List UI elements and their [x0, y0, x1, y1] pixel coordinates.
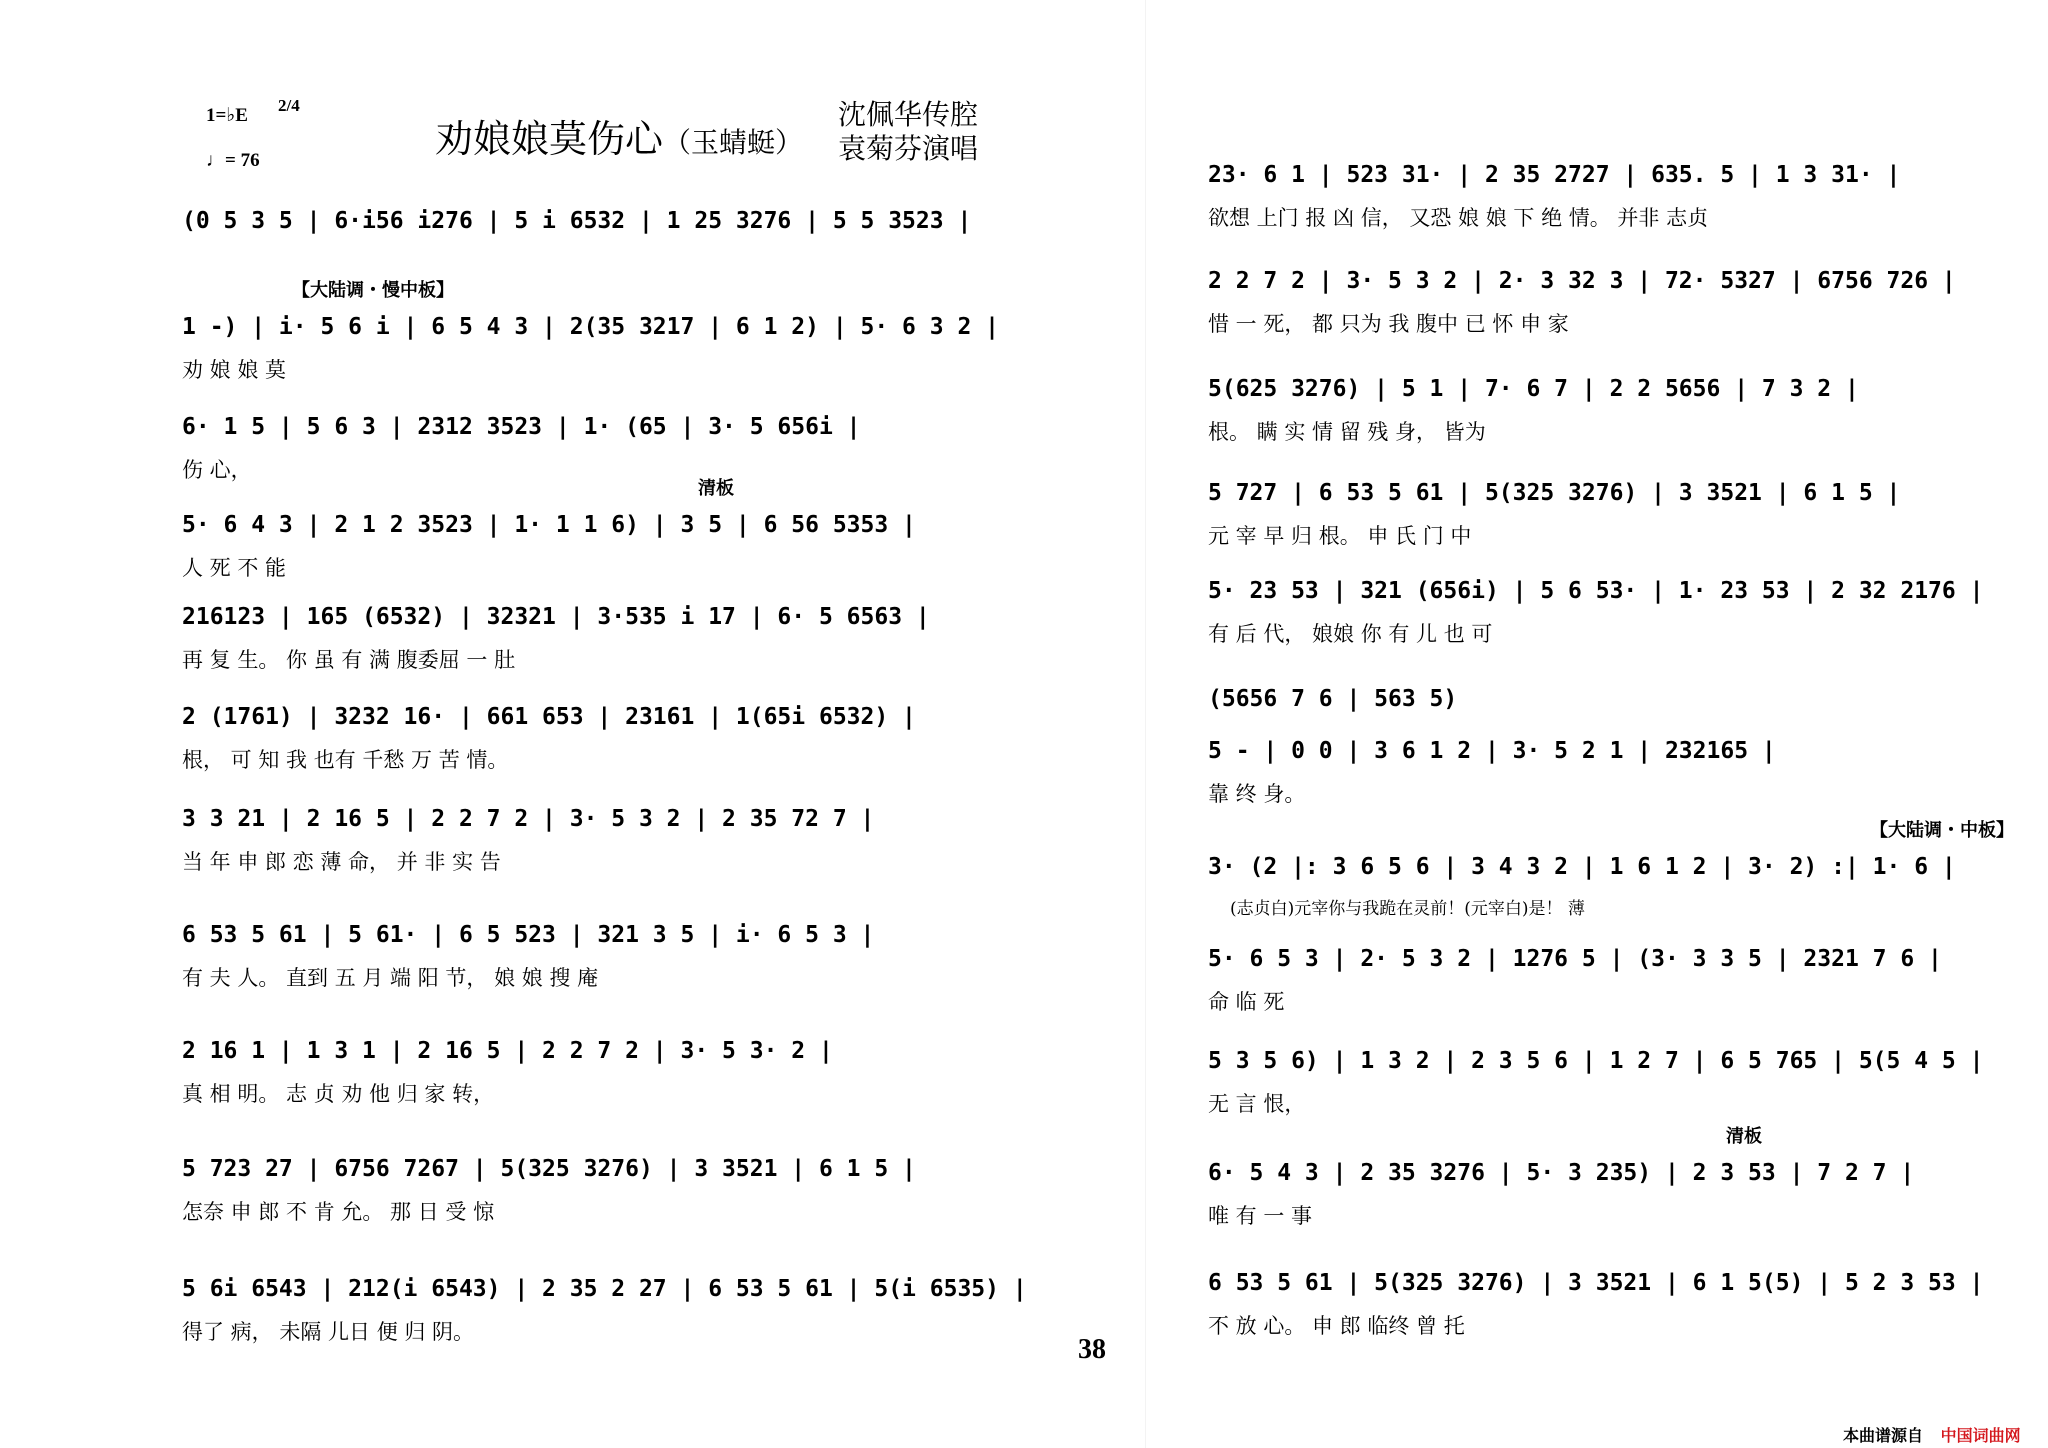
song-title	[435, 108, 803, 163]
lyrics-line: 无 言 恨，	[1208, 1092, 1306, 1116]
lyrics-line: 人 死 不 能	[182, 556, 287, 580]
notation-line: 1 -) | i· 5 6 i | 6 5 4 3 | 2(35 3217 | 6 1 2) | 5· 6 3 2 |	[182, 314, 999, 340]
footer-credit	[1843, 1423, 2021, 1446]
lyrics-line: 怎奈 申 郎 不 肯 允。 那 日 受 惊	[182, 1200, 495, 1224]
notation-line: 3 3 21 | 2 16 5 | 2 2 7 2 | 3· 5 3 2 | 2 35 72 7 |	[182, 806, 875, 832]
time-signature: 2/4	[278, 96, 300, 115]
footer-site: 中国词曲网	[1940, 1426, 2021, 1445]
lyrics-line: 再 复 生。 你 虽 有 满 腹委屈 一 肚	[182, 648, 516, 672]
lyrics-line: 当 年 申 郎 恋 薄 命， 并 非 实 告	[182, 850, 501, 874]
page-gutter	[1145, 0, 1146, 1448]
notation-line: 5 - | 0 0 | 3 6 1 2 | 3· 5 2 1 | 232165 |	[1208, 738, 1776, 764]
section-marker: 【大陆调・慢中板】	[292, 280, 454, 301]
lyrics-line: 劝 娘 娘 莫	[182, 358, 287, 382]
notation-line: 216123 | 165 (6532) | 32321 | 3·535 i 17 | 6· 5 6563 |	[182, 604, 930, 630]
notation-line: 5 3 5 6) | 1 3 2 | 2 3 5 6 | 1 2 7 | 6 5 765 | 5(5 4 5 |	[1208, 1048, 1984, 1074]
lyrics-line: 唯 有 一 事	[1208, 1204, 1313, 1228]
lyrics-line: 元 宰 早 归 根。 申 氏 门 中	[1208, 524, 1472, 548]
notation-line: 5 727 | 6 53 5 61 | 5(325 3276) | 3 3521 | 6 1 5 |	[1208, 480, 1901, 506]
notation-line: 23· 6 1 | 523 31· | 2 35 2727 | 635. 5 | 1 3 31· |	[1208, 162, 1901, 188]
notation-line: 2 (1761) | 3232 16· | 661 653 | 23161 | 1(65i 6532) |	[182, 704, 916, 730]
notation-line: 5· 6 5 3 | 2· 5 3 2 | 1276 5 | (3· 3 3 5 | 2321 7 6 |	[1208, 946, 1942, 972]
notation-line: 6· 1 5 | 5 6 3 | 2312 3523 | 1· (65 | 3· 5 656i |	[182, 414, 861, 440]
lyrics-line: 真 相 明。 志 贞 劝 他 归 家 转，	[182, 1082, 495, 1106]
notation-line: 2 16 1 | 1 3 1 | 2 16 5 | 2 2 7 2 | 3· 5 3· 2 |	[182, 1038, 833, 1064]
tempo-marking: ♩= 76	[206, 150, 260, 171]
section-marker: 【大陆调・中板】	[1870, 820, 2014, 841]
lyrics-line: 命 临 死	[1208, 990, 1285, 1014]
lyrics-line: 根。 瞒 实 情 留 残 身， 皆为	[1208, 420, 1486, 444]
lyrics-line: 根， 可 知 我 也有 千愁 万 苦 情。	[182, 748, 509, 772]
notation-line: 6 53 5 61 | 5 61· | 6 5 523 | 321 3 5 | i· 6 5 3 |	[182, 922, 875, 948]
notation-line: (0 5 3 5 | 6·i56 i276 | 5 i 6532 | 1 25 3276 | 5 5 3523 |	[182, 208, 972, 234]
footer-source: 本曲谱源自	[1843, 1426, 1924, 1445]
notation-line: 5 723 27 | 6756 7267 | 5(325 3276) | 3 3521 | 6 1 5 |	[182, 1156, 916, 1182]
lyrics-line: 欲想 上门 报 凶 信， 又恐 娘 娘 下 绝 情。 并非 志贞	[1208, 206, 1709, 230]
page-number: 38	[1078, 1334, 1106, 1365]
lyrics-line: 得了 病， 未隔 儿日 便 归 阴。	[182, 1320, 475, 1344]
notation-line: 6 53 5 61 | 5(325 3276) | 3 3521 | 6 1 5(5) | 5 2 3 53 |	[1208, 1270, 1984, 1296]
notation-line: 3· (2 |: 3 6 5 6 | 3 4 3 2 | 1 6 1 2 | 3· 2) :| 1· 6 |	[1208, 854, 1956, 880]
section-marker: 清板	[698, 478, 734, 499]
lyrics-line: 惜 一 死， 都 只为 我 腹中 已 怀 申 家	[1208, 312, 1569, 336]
lyrics-line: 不 放 心。 申 郎 临终 曾 托	[1208, 1314, 1465, 1338]
notation-line: 5(625 3276) | 5 1 | 7· 6 7 | 2 2 5656 | 7 3 2 |	[1208, 376, 1859, 402]
lyrics-line: 伤 心，	[182, 458, 252, 482]
credit-composer: 沈佩华传腔	[838, 98, 979, 131]
lyrics-line: 靠 终 身。	[1208, 782, 1306, 806]
notation-line: 5 6i 6543 | 212(i 6543) | 2 35 2 27 | 6 53 5 61 | 5(i 6535) |	[182, 1276, 1027, 1302]
credit-performer: 袁菊芬演唱	[838, 132, 979, 165]
lyrics-line: 有 后 代， 娘娘 你 有 儿 也 可	[1208, 622, 1493, 646]
lyrics-line: 有 夫 人。 直到 五 月 端 阳 节， 娘 娘 搜 庵	[182, 966, 599, 990]
section-marker: 清板	[1726, 1126, 1762, 1147]
lyrics-line: (志贞白)元宰你与我跪在灵前！(元宰白)是！ 薄	[1230, 899, 1585, 919]
notation-line: 5· 6 4 3 | 2 1 2 3523 | 1· 1 1 6) | 3 5 | 6 56 5353 |	[182, 512, 916, 538]
title-text: 劝娘娘莫伤心	[435, 117, 664, 161]
notation-line: 6· 5 4 3 | 2 35 3276 | 5· 3 235) | 2 3 53 | 7 2 7 |	[1208, 1160, 1915, 1186]
notation-line: 5· 23 53 | 321 (656i) | 5 6 53· | 1· 23 53 | 2 32 2176 |	[1208, 578, 1984, 604]
key-signature: 1=♭E	[206, 105, 248, 126]
notation-line: 2 2 7 2 | 3· 5 3 2 | 2· 3 32 3 | 72· 5327 | 6756 726 |	[1208, 268, 1956, 294]
credits	[838, 98, 978, 166]
notation-line: (5656 7 6 | 563 5)	[1208, 686, 1458, 712]
title-subtitle: （玉蜻蜓）	[663, 126, 804, 159]
